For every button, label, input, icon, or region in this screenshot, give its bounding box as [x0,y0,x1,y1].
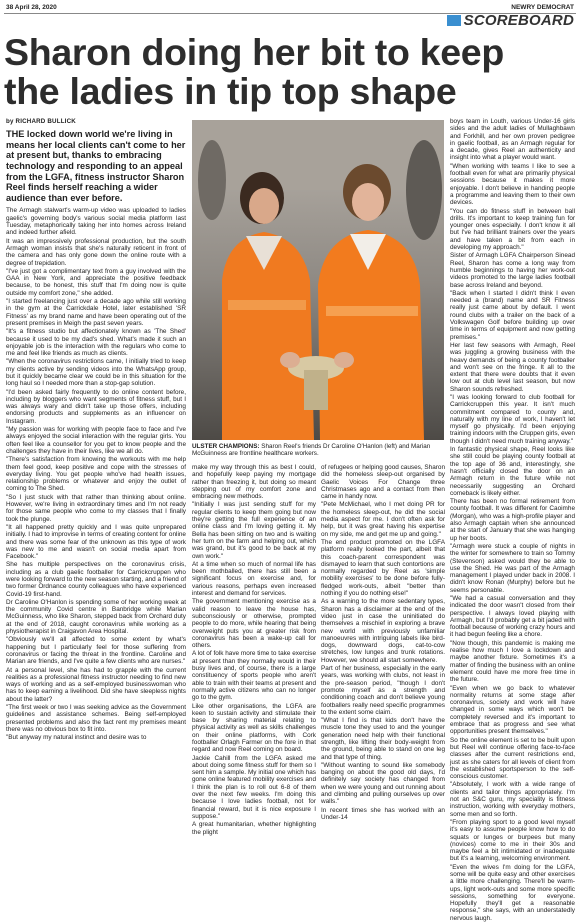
caption-label: ULSTER CHAMPIONS: [192,443,260,450]
article-headline [4,33,576,111]
body-paragraph: "Obviously we'll all affected to some extent by what's happening but I particularly feel for those suffering from coronavirus or facing the threat in the frontline. Caroline and Marian are friends, and I've quite a few clients who are nurses." [6,636,186,666]
body-paragraph: "Back when I started I didn't think I even needed a (brand) name and SR Fitness really just came about by default. I went round clubs with a trailer on the back of a Volkswagen Golf before building up over time in terms of equipment and now getting premises." [450,289,575,341]
body-paragraph: Sister of Armagh LGFA Chairperson Sinead Reel, Sharon has come a long way from humble beginnings to having her work-out videos promoted to the large ladies football base across Ireland and beyond. [450,252,575,289]
body-paragraph: At a personal level, she has had to grapple with the current realities as a professional fitness instructor needing to find new ways of working and as a self-employed businesswoman who has to keep earning a livelihood. Did she have sleepless nights about the latter? [6,666,186,703]
headline-line-1: Sharon doing her bit to keep [4,31,504,73]
body-paragraph: "What I find is that kids don't have the muscle tone they used to and the younger generation need help with their functional strength, like lifting their body-weight from the ground, being able to stand on one leg and that type of thing. [321,717,445,761]
body-paragraph: "When working with teams I like to see a football even for what are primarily physical sessions because it makes it more enjoyable. I don't believe in handing people a programme and leaving them to their own devices. [450,162,575,207]
body-paragraph: "There's satisfaction from knowing the workouts with me help them feel good, keep positive and cope with the stresses of everyday living. You get people who've had health issues, relationship problems or whatever and enjoy the outlet of coming to The Shed. [6,456,186,493]
body-paragraph: "I'd been asked fairly frequently to do online content before, including by bloggers who want segments of fitness stuff, but I was always wary and didn't take up those offers, including endorsing products and supplements as an influencer on Instagram. [6,388,186,425]
body-paragraph: make my way through this as best I could, and hopefully keep paying my mortgage rather than freezing it, but doing so meant stepping out of my comfort zone and embracing new methods. [192,464,316,501]
body-paragraph: Part of her business, especially in the early years, was working with clubs, not least in the pre-season period, "though I don't promote myself as a strength and conditioning coach and don't believe young footballers really need specific programmes to the extent some claim. [321,665,445,716]
body-paragraph: "I started freelancing just over a decade ago while still working in the gym at the Carrickdale Hotel, later established 'SR Fitness' as my brand name and have been operating out of the present premises in Meigh the past seven years. [6,298,186,327]
body-paragraph: "I was looking forward to club football for Carrickcruppen this year. It isn't much commitment compared to county and, naturally with my line of work, I haven't let myself go physically. I'd been enjoying training indoors with the Cruppen girls, even though I didn't need much training anyway." [450,393,575,445]
caption-text: Sharon Reel's friends Dr Caroline O'Hanlon (left) and Marian McGuinness are frontline healthcare workers. [192,443,431,458]
body-paragraph: "From playing sport to a good level myself it's easy to assume people know how to do squats or lunges or burpees but many (novices) come to me in their 30s and maybe feel a bit intimidated or inadequate but it's a learning, welcoming environment. [450,818,575,863]
headline-line-2: the ladies in tip top shape [4,70,457,112]
article-column-3 [321,464,445,821]
body-paragraph: A great humanitarian, whether highlighting the plight [192,821,316,836]
body-paragraph: "Without wanting to sound like somebody banging on about the good old days, I'd definitely say society has changed from when we were young and out running about and climbing and pulling ourselves up over walls." [321,761,445,806]
body-paragraph: In fantastic physical shape, Reel looks like she still could be playing county football at the top age of 36 and, interestingly, she hasn't officially closed the door on an Armagh return in the future while not necessarily suggesting an Orchard comeback is likely either. [450,446,575,497]
body-paragraph: A lot of folk have more time to take exercise at present than they normally would in their busy lives and, of course, there is a large constituency of sports people who aren't able to train with their teams at present and normally active citizens who can no longer go to the gym. [192,650,316,702]
article-column-2 [192,464,316,836]
body-paragraph: "We had a casual conversation and they indicated the door wasn't closed from their perspective. I always loved playing with Armagh, but I'd probably get a bit jaded with football because of working crazy hours and it had begun feeling like a chore. [450,595,575,639]
section-label [447,12,574,29]
body-paragraph: In recent times she has worked with an Under-14 [321,806,445,821]
body-paragraph: "Armagh were stuck a couple of nights in the winter for somewhere to train so Tommy (Stevenson) asked would they be able to use the Shed. He was part of the Armagh management I played under back in 2008. I didn't know Ronan (Murphy) before but he seems personable. [450,542,575,594]
body-paragraph: At a time when so much of normal life has been mothballed, there has still been a significant focus on exercise and, for various reasons, perhaps even increased interest and demand for services. [192,560,316,598]
body-paragraph: Dr Caroline O'Hanlon is spending some of her working week at the community Covid centre in Banbridge while Marian McGuinness, who like Sharon, stepped back from Orchard duty at the end of 2018, caught coronavirus while working as a physiotherapist in Craigavon Area Hospital. [6,598,186,636]
body-paragraph: So the online element is set to be built upon but Reel will continue offering face-to-face classes after the current restrictions end, just as she caters for all levels of client from the established sportsperson to the self-conscious customer. [450,736,575,781]
body-paragraph: "My passion was for working with people face to face and I've always enjoyed the social interaction with the regular girls. You often feel like a counsellor for you get to know people and the challenges they have in their lives, like we all do. [6,426,186,455]
body-paragraph: It was an impressively professional production, but the south Armagh woman insists that she's naturally reticent in front of the camera and has only gone down the online route with a degree of trepidation. [6,237,186,267]
body-paragraph: "When the coronavirus restrictions came, I initially tried to keep my clients active by sending videos into the WhatsApp group, but it quickly became clear we could be in this situation for the long haul so I needed more than a stop-gap solution. [6,358,186,388]
body-paragraph: "Now though, this pandemic is making me realise how much I love a lockdown and maybe another fixture. Sometimes it's a matter of finding the business with an online element could have me more free time in the future. [450,639,575,684]
body-paragraph: The Armagh stalwart's warm-up video was uploaded to ladies gaelic's governing body's various social media platform last Tuesday, metaphorically taking her into homes across Ireland and indeed further afield. [6,207,186,237]
body-paragraph: "Pete McMichael, who I met doing PR for the homeless sleep-out, he did the social media aspect for me. I don't often ask for help, but it was great having his expertise on my side, me and get me up and going." [321,501,445,538]
section-name: SCOREBOARD [463,12,574,29]
body-paragraph: Like other organisations, the LGFA are keen to sustain activity and stimulate their base by sharing material relating to physical activity as well as skills challenges on their online platforms, with Cork footballer Orlagh Farmer on the fore in that regard and now Reel coming on board. [192,702,316,754]
lede-paragraph: THE locked down world we're living in means her local clients can't come to her at present but, thanks to embracing technology and responding to an appeal from the LGFA, fitness instructor Sharon Reel finds herself reaching a wider audience than ever before. [6,129,186,203]
article-column-4 [450,118,575,922]
byline: by RICHARD BULLICK [6,118,76,125]
publication-name: NEWRY DEMOCRAT [511,4,574,11]
body-paragraph: There has been no formal retirement from county football. It was different for Caoimhe (Morgan), who was a high-profile player and also Armagh captain when she announced at the start of January that she was hanging up her boots. [450,498,575,542]
section-bar-icon [447,15,461,26]
body-paragraph: The end product promoted on the LGFA platform really looked the part, albeit that this coach-parent correspondent was dismayed to learn that such contortions are normally regarded by Reel as 'simple mobility exercises' to be done before fully-fledged work-outs, albeit "better than nothing if you do nothing else!" [321,538,445,598]
body-paragraph: "But anyway my natural instinct and desire was to [6,734,147,742]
body-paragraph: As a warning to the more sedentary types, Sharon has a disclaimer at the end of the video just in case the uninitiated do themselves a mischief in exploring a brave new world with previously unfamiliar manoeuvres with intriguing labels like bird-dogs, downward dogs, cat-to-cow stretches, low lunges and trunk rotations. However, we should all start somewhere. [321,598,445,664]
body-paragraph: of refugees or helping good causes, Sharon did the homeless sleep-out organised by Gaelic Voices For Change three Christmases ago and a contact from then came in handy now. [321,464,445,501]
body-paragraph: "So I just stuck with that rather than thinking about online. However, we're living in extraordinary times and I'm not ready for those same people who come to my classes that I finally took the plunge. [6,493,186,523]
body-paragraph: "It all happened pretty quickly and I was quite unprepared initially. I had to improvise in terms of creating content for online and there was some fear of the unknown as this type of work was new to me and wasn't on social media apart from Facebook." [6,523,186,561]
team-photo [192,120,444,440]
body-paragraph: Jackie Cahill from the LGFA asked me about doing some fitness stuff for them so I sent him a sample. My initial one which has gone online featured mobility exercises and I think the plan is to roll out 6-8 of them over the next few weeks. I'm doing this because I love ladies football, not for financial reward, but it is nice exposure I suppose." [192,754,316,820]
body-paragraph: "Initially I was just sending stuff for my regular clients to keep them going but now they're getting the full experience of an online class and I'm loving getting it. My Bella has been sitting on two and is waiting her turn on the farm and helping out, which was grand, but it's good to be back at my own work." [192,501,316,560]
body-paragraph: The government mentioning exercise as a valid reason to leave the house has, subconsciously or otherwise, prompted people to do more, while hearing that being overweight puts you at greater risk from coronavirus has been a wake-up call for others. [192,598,316,650]
body-paragraph: "The first week or two I was seeking advice as the Government guidelines and assistance schemes. Being self-employed presented problems and also the fact rent my premises meant there was no obvious box to fit into. [6,704,186,733]
body-paragraph: boys team in Louth, various Under-16 girls sides and the adult ladies of Mullaghbawn and Forkhill, and her own proven pedigree in gaelic football, as an Armagh regular for a decade, gives Reel an authenticity and insight into what a player would want. [450,118,575,162]
body-paragraph: She has multiple perspectives on the coronavirus crisis, including as a club gaelic footballer for Carrickcruppen who were looking forward to the new season starting, and a friend of two former Ordnance county colleagues who have experienced Covid-19 first-hand. [6,561,186,598]
body-paragraph: "Absolutely, I work with a wide range of clients and tailor things appropriately. I'm not an S&C guru, my speciality is fitness instruction, working with everyday mothers, some men and so forth. [450,781,575,818]
body-paragraph: Her last few seasons with Armagh, Reel was juggling a growing business with the heavy demands of being a county footballer and won't see on the fringe. It all to the extent that there were doubts that it even low out at club level last season, but now Sharon sounds refreshed. [450,341,575,393]
body-paragraph: "I've just got a complimentary text from a guy involved with the GAA in New York, and appreciate the positive feedback because, to be honest, this stuff that I'm doing now is quite outside my comfort zone," she added. [6,267,186,297]
photo-caption [192,443,444,458]
body-paragraph: "Even when we go back to whatever normality returns at some stage after coronavirus, society and work will have changed in some ways which won't be completely reversed and it's important to embrace that as progress and see what opportunities present themselves." [450,684,575,736]
body-paragraph: "It's a fitness studio but affectionately known as 'The Shed' because it used to be my dad's shed. What's made it such an enjoyable job is the interaction with the regulars who come to me and feel like friends as much as clients. [6,328,186,358]
body-paragraph: "Even the wives I'm doing for the LGFA, some will be quite easy and other exercises a little more challenging. There'll be warm-ups, light work-outs and some more specific sessions, something for everyone. Hopefully they'll get a reasonable response," she says, with an understatedly nervous laugh. [450,863,575,922]
body-paragraph: "You can do fitness stuff in between ball drills. It's important to keep training fun for younger ones especially. I don't know it all but I've had brilliant trainers over the years and have taken a bit from each in developing my approach." [450,207,575,252]
article-column-1 [6,118,186,742]
page-number-date: 38 April 28, 2020 [6,4,57,11]
